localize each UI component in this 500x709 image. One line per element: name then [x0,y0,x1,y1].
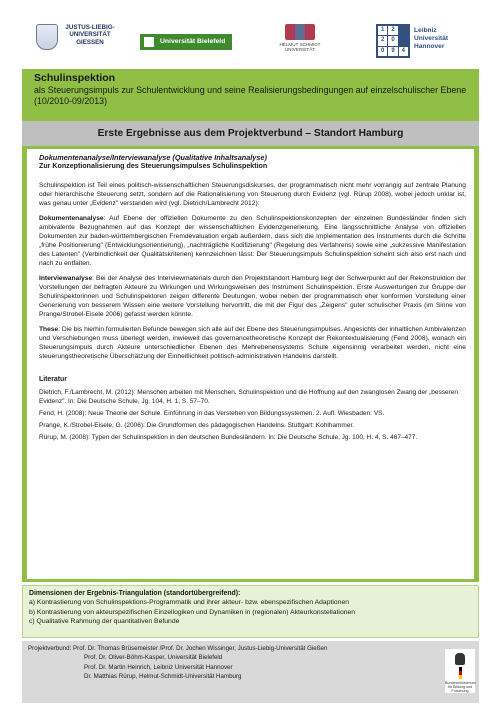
triangulation-item: b) Kontrastierung von akteurspezifischen Einzellogiken und Dynamiken in (regionalen) Akteurkonstellationen [29,608,356,616]
poster-subtitle: als Steuerungsimpuls zur Schulentwicklung und seine Realisierungsbedingungen auf einzelschulischer Ebene (10/2010-09/2013) [34,85,467,106]
project-footer [22,641,479,703]
literature-heading: Literatur [39,376,67,383]
paragraph-text: : Bei der Analyse des Interviewmaterials durch den Projektstandort Hamburg liegt der Schwerpunkt auf der Rekonstruktion der Vorstellungen der befragten Akteure zu Wirkungen und Wirkungsweisen des Instrument Schulinspektion. Erste Auswertungen zur Gruppe der Schulinspektorinnen und Schulinspektoren zeigen differente Deutungen, wobei neben der programmatisch eher konformen Vorstellung einer Generierung von besserem Wissen eine weitere Vorstellung hervortritt, die mit der Figur des „Zeigens" guter schulischer Praxis (im Sinne von Prange/Strobel-Eisele 2006) gefasst werden könnte. [39,275,466,318]
literature-item: Dietrich, F./Lambrecht, M. (2012): Menschen arbeiten mit Menschen. Schulinspektion und die Hoffnung auf den zwanglosen Zwang der „besseren Evidenz". In: Die Deutsche Schule, Jg. 104, H. 1, S. 57–70. [39,389,458,405]
funder-text: Bundesministerium für Bildung und Forschung [445,681,476,693]
document-analysis-paragraph [39,214,466,268]
logo-bar [0,0,500,66]
footer-line: Prof. Dr. Martin Heinrich, Leibniz Universität Hannover [84,663,233,671]
literature-item: Fend, H. (2008): Neue Theorie der Schule. Einführung in das Verstehen von Bildungssystemen. 2. Aufl. Wiesbaden: VS. [39,410,385,417]
content-title: Dokumentenanalyse/Interviewanalyse (Qualitative Inhaltsanalyse) [39,153,267,162]
paragraph-label: Dokumentenanalyse [39,215,104,222]
main-content-frame [22,146,479,582]
leibniz-logo-text: Leibniz Universität Hannover [414,27,449,51]
bmbf-logo [445,649,475,693]
bielefeld-logo-text: Universität Bielefeld [160,38,226,45]
main-content [27,149,474,579]
triangulation-heading: Dimensionen der Ergebnis-Triangulation (standortübergreifend): [29,590,241,597]
poster-header [22,69,479,121]
hsu-logo-text: HELMUT SCHMIDT UNIVERSITÄT [279,42,321,53]
german-flag-icon [459,667,462,679]
thesis-paragraph [39,325,466,361]
footer-line: Prof. Dr. Oliver-Böhm-Kasper, Universität Bielefeld [84,654,223,662]
paragraph-text: : Die bis hierhin formulierten Befunde bewegen sich alle auf der Ebene des Steuerungsimpulses. Angesichts der inhaltlichen Ambivalenzen und Verschiebungen muss überlegt werden, inwieweit das governancetheoretische Konzept der Rekontextualisierung (Fend 2008), wonach ein Steuerungsimpuls durch Akteure unterschiedlicher Ebenen des Mehrebenensystems Schule eigensinnig verarbeitet werden, nicht eine steuerungstheoretische Überschätzung der Einheitlichkeit politisch-administrativen Handelns darstellt. [39,326,466,360]
triangulation-item: a) Kontrastierung von Schulinspektions-Programmatik und ihrer akteur- bzw. ebenspezifischen Adaptionen [29,599,350,606]
footer-line: Projektverbund: Prof. Dr. Thomas Brüsemeister /Prof. Dr. Jochen Wissinger, Justus-Liebig-Universität Gießen [28,645,328,652]
content-subtitle: Zur Konzeptionalisierung des Steuerungsimpulses Schulinspektion [39,162,268,170]
leibniz-university-logo [376,24,460,58]
federal-eagle-icon [455,653,465,665]
poster-title: Schulinspektion [34,72,116,84]
bielefeld-university-logo [140,34,232,50]
triangulation-box [22,585,479,638]
paragraph-label: Interviewanalyse [39,275,93,282]
section-banner: Erste Ergebnisse aus dem Projektverbund – Standort Hamburg [22,121,479,146]
interview-analysis-paragraph [39,274,466,319]
leibniz-grid-icon: 1 2 2 0 0 9 4 [376,24,410,58]
bielefeld-square-icon [144,37,154,47]
literature-item: Prange, K./Strobel-Eisele, G. (2006): Die Grundformen des pädagogischen Handelns. Stuttgart: Kohlhammer. [39,422,355,429]
paragraph-label: These [39,326,59,333]
giessen-logo-text: JUSTUS-LIEBIG-UNIVERSITÄT GIESSEN [65,24,115,46]
footer-line: Dr. Matthias Rürup, Helmut-Schmidt-Universität Hamburg [84,673,242,681]
hsu-crest-icon [285,24,315,40]
literature-item: Rürup, M. (2008): Typen der Schulinspektion in den deutschen Bundesländern. In: Die Deutsche Schule, Jg. 100, H. 4, S. 467–477. [39,434,418,441]
helmut-schmidt-university-logo [268,24,332,56]
university-seal-icon [36,24,58,50]
giessen-university-logo [36,20,120,54]
intro-paragraph: Schulinspektion ist Teil eines politisch-wissenschaftlichen Steuerungsdiskurses, der programmatisch nicht mehr vorrangig auf zentrale Planung oder hierarchische Steuerung setzt, sondern auf die Rationalisierung von Steuerung durch Evidenz (vgl. Rürup 2008), wobei jedoch unklar ist, was genau unter „Evidenz" verstanden wird (vgl. Dietrich/Lambrecht 2012): [39,182,466,207]
triangulation-item: c) Qualitative Rahmung der quantitativen Befunde [29,618,180,626]
paragraph-text: : Auf Ebene der offiziellen Dokumente zu den Schulinspektionskonzepten der einzelnen Bundesländer finden sich ambivalente Bezugnahmen auf das Konzept der wissenschaftlichen Evidenzgenerierung. Eine längsschnittliche Analyse von offiziellen Dokumenten zur baden-württembergischen Fremdevaluation ergab außerdem, dass sich die Implementation des Instruments durch die Schritte „frühe Positionierung" (Entwicklungsorientierung), „nachträgliche Kodifizierung" (Regelung des Verfahrens) sowie eine „sukzessive Manifestation des Latenten" (Verbindlichkeit der Qualitätskriterien) kennzeichnen lässt: Der Steuerungsimpuls Schulinspektion scheint sich also erst nach und nach zu entfalten. [39,215,466,267]
